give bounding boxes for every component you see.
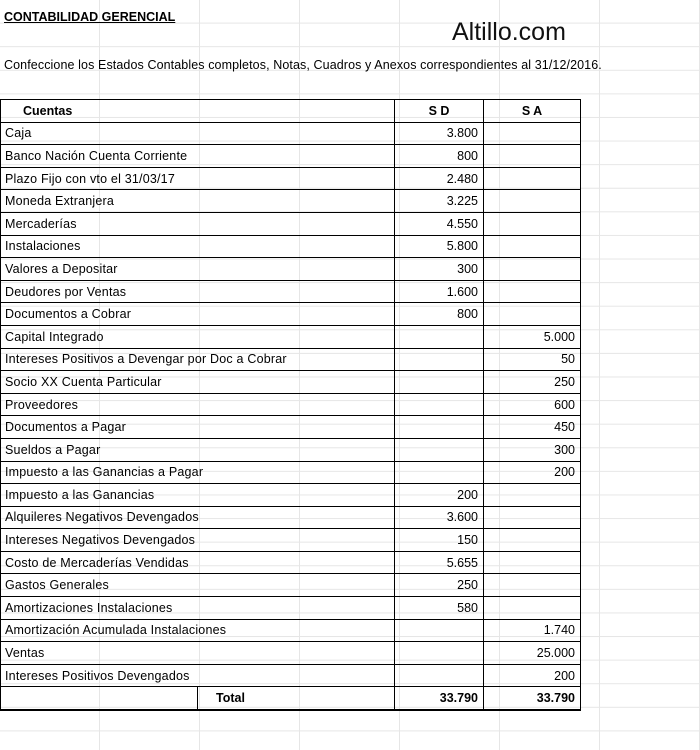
sa-cell[interactable]: 250 (484, 371, 581, 394)
account-name-cell[interactable]: Capital Integrado (1, 325, 395, 348)
sa-cell[interactable] (484, 212, 581, 235)
sd-cell[interactable] (395, 664, 484, 687)
sa-cell[interactable] (484, 597, 581, 620)
table-row (1, 212, 581, 235)
sa-cell[interactable] (484, 551, 581, 574)
sa-cell[interactable] (484, 235, 581, 258)
table-row (1, 348, 581, 371)
header-sd[interactable]: S D (395, 100, 484, 123)
account-name-cell[interactable]: Gastos Generales (1, 574, 395, 597)
table-row (1, 235, 581, 258)
instructions-text: Confeccione los Estados Contables completos, Notas, Cuadros y Anexos correspondientes al 31/12/2016. (4, 58, 602, 72)
account-name-cell[interactable]: Amortización Acumulada Instalaciones (1, 619, 395, 642)
sd-cell[interactable]: 300 (395, 258, 484, 281)
sd-cell[interactable]: 1.600 (395, 280, 484, 303)
sd-cell[interactable]: 5.800 (395, 235, 484, 258)
sd-cell[interactable]: 3.600 (395, 506, 484, 529)
total-sd[interactable]: 33.790 (395, 687, 484, 710)
account-name-cell[interactable]: Deudores por Ventas (1, 280, 395, 303)
header-sa[interactable]: S A (484, 100, 581, 123)
site-watermark: Altillo.com (452, 18, 566, 46)
table-row (1, 325, 581, 348)
sa-cell[interactable] (484, 574, 581, 597)
sd-cell[interactable] (395, 642, 484, 665)
table-row (1, 371, 581, 394)
account-name-cell[interactable]: Socio XX Cuenta Particular (1, 371, 395, 394)
sa-cell[interactable] (484, 506, 581, 529)
total-label: Total (197, 687, 394, 708)
sd-cell[interactable]: 800 (395, 145, 484, 168)
account-name-cell[interactable]: Caja (1, 122, 395, 145)
table-row (1, 484, 581, 507)
table-row (1, 461, 581, 484)
table-row (1, 551, 581, 574)
sd-cell[interactable]: 800 (395, 303, 484, 326)
page-title: CONTABILIDAD GERENCIAL (4, 10, 176, 24)
account-name-cell[interactable]: Intereses Negativos Devengados (1, 529, 395, 552)
account-name-cell[interactable]: Mercaderías (1, 212, 395, 235)
sa-cell[interactable] (484, 529, 581, 552)
sa-cell[interactable]: 200 (484, 664, 581, 687)
sa-cell[interactable]: 50 (484, 348, 581, 371)
sa-cell[interactable] (484, 280, 581, 303)
sd-cell[interactable] (395, 325, 484, 348)
sd-cell[interactable] (395, 371, 484, 394)
sa-cell[interactable] (484, 303, 581, 326)
table-row (1, 258, 581, 281)
sa-cell[interactable]: 1.740 (484, 619, 581, 642)
table-row (1, 145, 581, 168)
sa-cell[interactable] (484, 258, 581, 281)
account-name-cell[interactable]: Plazo Fijo con vto el 31/03/17 (1, 167, 395, 190)
table-row (1, 303, 581, 326)
sd-cell[interactable] (395, 461, 484, 484)
sa-cell[interactable] (484, 484, 581, 507)
sd-cell[interactable]: 2.480 (395, 167, 484, 190)
table-row (1, 393, 581, 416)
table-row (1, 438, 581, 461)
table-row (1, 574, 581, 597)
table-row (1, 529, 581, 552)
table-row (1, 597, 581, 620)
sd-cell[interactable] (395, 416, 484, 439)
sa-cell[interactable]: 200 (484, 461, 581, 484)
total-sa[interactable]: 33.790 (484, 687, 581, 710)
sd-cell[interactable]: 580 (395, 597, 484, 620)
sd-cell[interactable]: 200 (395, 484, 484, 507)
sd-cell[interactable]: 3.800 (395, 122, 484, 145)
sa-cell[interactable]: 300 (484, 438, 581, 461)
total-label-cell[interactable] (1, 687, 395, 710)
sd-cell[interactable] (395, 619, 484, 642)
header-cuentas[interactable]: Cuentas (1, 100, 395, 123)
account-name-cell[interactable]: Instalaciones (1, 235, 395, 258)
account-name-cell[interactable]: Documentos a Cobrar (1, 303, 395, 326)
account-name-cell[interactable]: Intereses Positivos a Devengar por Doc a Cobrar (1, 348, 395, 371)
table-row (1, 664, 581, 687)
table-row (1, 642, 581, 665)
account-name-cell[interactable]: Moneda Extranjera (1, 190, 395, 213)
account-name-cell[interactable]: Documentos a Pagar (1, 416, 395, 439)
account-name-cell[interactable]: Intereses Positivos Devengados (1, 664, 395, 687)
sa-cell[interactable]: 5.000 (484, 325, 581, 348)
table-row (1, 190, 581, 213)
sa-cell[interactable]: 25.000 (484, 642, 581, 665)
sd-cell[interactable]: 5.655 (395, 551, 484, 574)
sa-cell[interactable] (484, 122, 581, 145)
account-name-cell[interactable]: Banco Nación Cuenta Corriente (1, 145, 395, 168)
table-row (1, 506, 581, 529)
table-body (1, 122, 581, 687)
table-row (1, 619, 581, 642)
sa-cell[interactable] (484, 167, 581, 190)
total-row (1, 687, 581, 710)
account-name-cell[interactable]: Impuesto a las Ganancias (1, 484, 395, 507)
account-name-cell[interactable]: Ventas (1, 642, 395, 665)
sd-cell[interactable]: 150 (395, 529, 484, 552)
table-row (1, 122, 581, 145)
account-name-cell[interactable]: Costo de Mercaderías Vendidas (1, 551, 395, 574)
sa-cell[interactable]: 450 (484, 416, 581, 439)
account-name-cell[interactable]: Amortizaciones Instalaciones (1, 597, 395, 620)
account-name-cell[interactable]: Sueldos a Pagar (1, 438, 395, 461)
account-name-cell[interactable]: Impuesto a las Ganancias a Pagar (1, 461, 395, 484)
table-row (1, 280, 581, 303)
sa-cell[interactable] (484, 190, 581, 213)
account-name-cell[interactable]: Alquileres Negativos Devengados (1, 506, 395, 529)
trial-balance-table (0, 99, 581, 711)
sa-cell[interactable] (484, 145, 581, 168)
sa-cell[interactable]: 600 (484, 393, 581, 416)
sd-cell[interactable]: 250 (395, 574, 484, 597)
sd-cell[interactable] (395, 393, 484, 416)
table-header-row (1, 100, 581, 123)
account-name-cell[interactable]: Proveedores (1, 393, 395, 416)
table-row (1, 416, 581, 439)
account-name-cell[interactable]: Valores a Depositar (1, 258, 395, 281)
sd-cell[interactable]: 4.550 (395, 212, 484, 235)
sd-cell[interactable] (395, 348, 484, 371)
sd-cell[interactable] (395, 438, 484, 461)
sd-cell[interactable]: 3.225 (395, 190, 484, 213)
table-row (1, 167, 581, 190)
